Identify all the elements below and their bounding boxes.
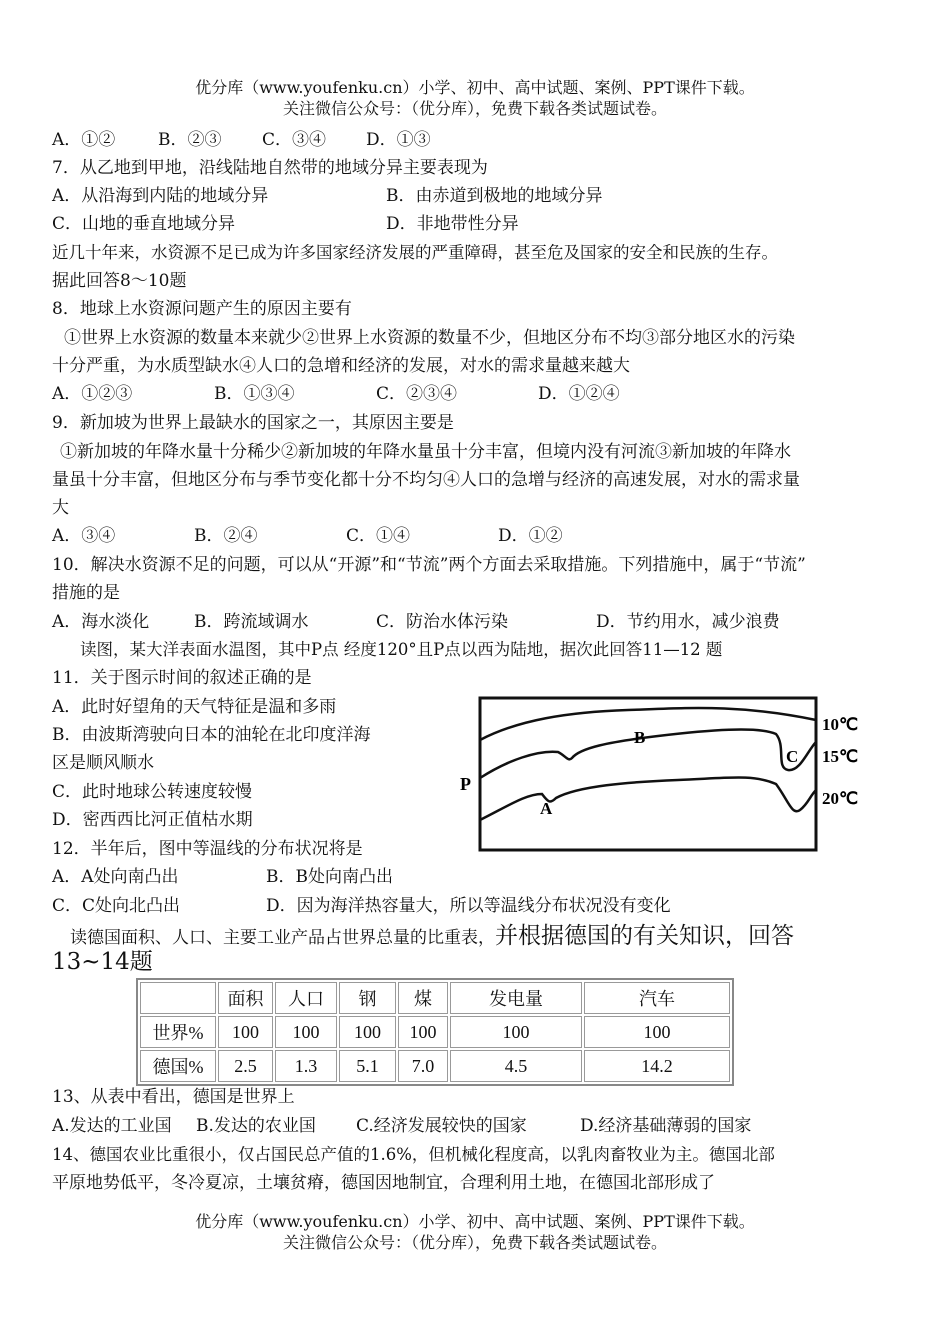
q12-option-d: D．因为海洋热容量大，所以等温线分布状况没有变化 xyxy=(266,896,671,916)
germany-ratio-table xyxy=(136,978,734,1086)
intro-8-10-line-2: 据此回答8～10题 xyxy=(52,271,187,291)
q6-option-d: D．①③ xyxy=(366,130,431,150)
q7-option-d: D．非地带性分异 xyxy=(386,214,519,234)
table-cell: 100 xyxy=(398,1016,448,1048)
q12-option-c: C．C处向北凸出 xyxy=(52,896,181,916)
table-cell: 100 xyxy=(275,1016,337,1048)
q13-option-a: A.发达的工业国 xyxy=(52,1116,172,1136)
table-cell: 100 xyxy=(339,1016,396,1048)
q13-option-c: C.经济发展较快的国家 xyxy=(356,1116,527,1136)
q8-option-a: A．①②③ xyxy=(52,384,133,404)
table-cell: 100 xyxy=(584,1016,730,1048)
q13-option-b: B.发达的农业国 xyxy=(196,1116,316,1136)
table-cell: 4.5 xyxy=(450,1050,582,1082)
q11-option-b-line-2: 区是顺风顺水 xyxy=(52,753,154,773)
footer-line-2: 关注微信公众号：（优分库），免费下载各类试题试卷。 xyxy=(282,1233,667,1252)
q6-option-b: B．②③ xyxy=(158,130,222,150)
isotherm-label-10: 10℃ xyxy=(822,715,859,734)
table-cell: 德国% xyxy=(140,1050,216,1082)
ocean-temperature-figure xyxy=(458,690,898,860)
q6-option-c: C．③④ xyxy=(262,130,327,150)
intro-13-14-part-1: 读德国面积、人口、主要工业产品占世界总量的比重表， xyxy=(70,928,495,948)
table-row xyxy=(140,1016,730,1048)
isotherm-15 xyxy=(480,730,816,778)
q7-option-b: B．由赤道到极地的地域分异 xyxy=(386,186,603,206)
q10-option-a: A．海水淡化 xyxy=(52,612,150,632)
table-header-cell: 煤 xyxy=(398,982,448,1014)
q13-option-d: D.经济基础薄弱的国家 xyxy=(580,1116,752,1136)
isotherm-label-20: 20℃ xyxy=(822,789,859,808)
q9-option-a: A．③④ xyxy=(52,526,116,546)
table-cell: 2.5 xyxy=(218,1050,273,1082)
intro-13-14-line-1 xyxy=(70,921,794,953)
q12-stem: 12．半年后，图中等温线的分布状况将是 xyxy=(52,839,363,859)
table-cell: 100 xyxy=(450,1016,582,1048)
q7-stem: 7．从乙地到甲地，沿线陆地自然带的地域分异主要表现为 xyxy=(52,158,488,178)
q9-body-line-2: 量虽十分丰富，但地区分布与季节变化都十分不均匀④人口的急增与经济的高速发展，对水的需求量 xyxy=(52,470,800,490)
header-line-2: 关注微信公众号：（优分库），免费下载各类试题试卷。 xyxy=(282,99,667,118)
table-header-cell xyxy=(140,982,216,1014)
q8-body-line-2: 十分严重，为水质型缺水④人口的急增和经济的发展，对水的需求量越来越大 xyxy=(52,356,630,376)
q8-stem: 8．地球上水资源问题产生的原因主要有 xyxy=(52,299,352,319)
table-header-cell: 人口 xyxy=(275,982,337,1014)
q11-option-b-line-1: B．由波斯湾驶向日本的油轮在北印度洋海 xyxy=(52,725,371,745)
q10-option-b: B．跨流域调水 xyxy=(194,612,309,632)
q10-option-c: C．防治水体污染 xyxy=(376,612,509,632)
intro-13-14-line-2: 13~14题 xyxy=(52,949,153,975)
label-c: C xyxy=(786,747,799,766)
q9-option-d: D．①② xyxy=(498,526,563,546)
table-cell: 14.2 xyxy=(584,1050,730,1082)
q7-option-a: A．从沿海到内陆的地域分异 xyxy=(52,186,269,206)
q11-option-a: A．此时好望角的天气特征是温和多雨 xyxy=(52,697,337,717)
intro-11-12: 读图，某大洋表面水温图，其中P点 经度120°且P点以西为陆地，据次此回答11—12 题 xyxy=(80,640,723,659)
q8-option-b: B．①③④ xyxy=(214,384,295,404)
table-cell: 100 xyxy=(218,1016,273,1048)
q9-body-line-3: 大 xyxy=(52,498,69,518)
header-line-1: 优分库（www.youfenku.cn）小学、初中、高中试题、案例、PPT课件下载。 xyxy=(195,78,755,97)
table-cell: 1.3 xyxy=(275,1050,337,1082)
table-cell: 世界% xyxy=(140,1016,216,1048)
q11-option-d: D．密西西比河正值枯水期 xyxy=(52,810,253,830)
q8-option-c: C．②③④ xyxy=(376,384,458,404)
table-row xyxy=(140,1050,730,1082)
table-cell: 7.0 xyxy=(398,1050,448,1082)
q11-option-c: C．此时地球公转速度较慢 xyxy=(52,782,253,802)
isotherm-label-15: 15℃ xyxy=(822,747,859,766)
q10-stem-line-1: 10．解决水资源不足的问题，可以从“开源”和“节流”两个方面去采取措施。下列措施中，属于“节流” xyxy=(52,555,806,575)
q9-stem: 9．新加坡为世界上最缺水的国家之一，其原因主要是 xyxy=(52,413,454,433)
q12-option-a: A．A处向南凸出 xyxy=(52,867,179,887)
q10-stem-line-2: 措施的是 xyxy=(52,583,120,603)
label-b: B xyxy=(634,728,646,747)
table-header-cell: 发电量 xyxy=(450,982,582,1014)
table-header-cell: 钢 xyxy=(339,982,396,1014)
label-a: A xyxy=(540,799,553,818)
isotherm-20 xyxy=(480,778,816,821)
q13-stem: 13、从表中看出，德国是世界上 xyxy=(52,1087,295,1107)
q9-body-line-1: ①新加坡的年降水量十分稀少②新加坡的年降水量虽十分丰富，但境内没有河流③新加坡的年降水 xyxy=(60,442,791,462)
intro-8-10-line-1: 近几十年来，水资源不足已成为许多国家经济发展的严重障碍，甚至危及国家的安全和民族的生存。 xyxy=(52,243,778,262)
q11-stem: 11．关于图示时间的叙述正确的是 xyxy=(52,668,312,688)
q9-option-c: C．①④ xyxy=(346,526,411,546)
footer-line-1: 优分库（www.youfenku.cn）小学、初中、高中试题、案例、PPT课件下载。 xyxy=(195,1212,755,1231)
q14-line-1: 14、德国农业比重很小，仅占国民总产值的1.6%，但机械化程度高，以乳肉畜牧业为主。德国北部 xyxy=(52,1145,775,1164)
label-p: P xyxy=(460,774,471,794)
isotherm-10 xyxy=(480,708,816,740)
q6-option-a: A．①② xyxy=(52,130,116,150)
q7-option-c: C．山地的垂直地域分异 xyxy=(52,214,236,234)
table-header-cell: 面积 xyxy=(218,982,273,1014)
q8-option-d: D．①②④ xyxy=(538,384,620,404)
table-cell: 5.1 xyxy=(339,1050,396,1082)
q10-option-d: D．节约用水，减少浪费 xyxy=(596,612,780,632)
q8-body-line-1: ①世界上水资源的数量本来就少②世界上水资源的数量不少，但地区分布不均③部分地区水的污染 xyxy=(64,328,795,348)
q14-line-2: 平原地势低平，冬冷夏凉，土壤贫瘠，德国因地制宜，合理利用土地，在德国北部形成了 xyxy=(52,1173,715,1193)
table-header-row xyxy=(140,982,730,1014)
table-header-cell: 汽车 xyxy=(584,982,730,1014)
q12-option-b: B．B处向南凸出 xyxy=(266,867,393,887)
q9-option-b: B．②④ xyxy=(194,526,258,546)
intro-13-14-part-2: 并根据德国的有关知识，回答 xyxy=(495,923,794,949)
